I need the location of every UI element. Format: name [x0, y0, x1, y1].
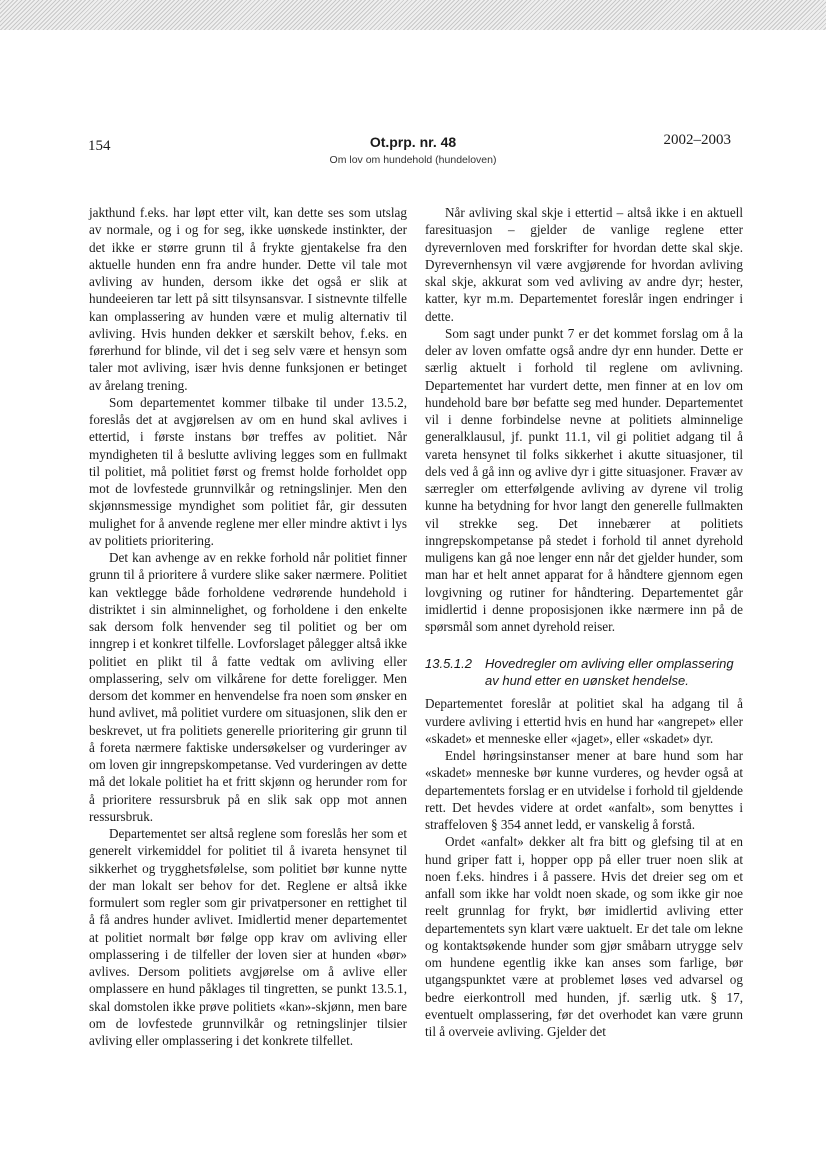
- paragraph: Som departementet kommer tilbake til under 13.5.2, foreslås det at avgjørelsen av om en hund skal avlives i ettertid, i første instans bør treffes av politiet. Når myndigheten til å beslutte avliving legges som en fullmakt til politiet, må politiet først og fremst holde forholdet opp mot de lovfestede grunnvilkår og retningslinjer. Men den skjønnsmessige myndighet som politiet får, gir dessuten mulighet for å anvende reglene mer eller mindre aktivt i lys av politiets prioritering.: [89, 394, 407, 548]
- document-title: Ot.prp. nr. 48: [369, 134, 457, 150]
- document-subtitle: Om lov om hundehold (hundeloven): [329, 154, 497, 166]
- paragraph: Det kan avhenge av en rekke forhold når politiet finner grunn til å prioritere å vurdere slike saker nærmere. Politiet kan vektlegge både forholdene vedrørende hundehold i distriktet i sin alminnelighet, og forholdene i den enkelte sak dersom folk henvender seg til politiet og ber om inngrep i et konkret tilfelle. Lovforslaget pålegger altså ikke politiet en plikt til å fatte vedtak om avliving eller omplassering, selv om vilkårene for dette foreligger. Men dersom det kommer en henvendelse fra noen som ønsker en hund avlivet, må politiet vurdere om situasjonen, slik den er beskrevet, ut fra politiets generelle prioritering gir grunn til å foreta nærmere faktiske undersøkelser og vurderinger av om loven gir inngrepskompetanse. Ved vurderingen av dette må det lokale politiet ha et fritt skjønn og herunder rom for å prioritere ressursbruk på en slik sak opp mot annen ressursbruk.: [89, 550, 407, 824]
- scan-artifact-bar: [0, 0, 826, 30]
- paragraph: Departementet foreslår at politiet skal ha adgang til å vurdere avliving i ettertid hvis en hund har «angrepet» eller «skadet» et menneske eller «jaget», eller «skadet» dyr.: [425, 696, 743, 746]
- document-year: 2002–2003: [663, 132, 731, 148]
- paragraph: Når avliving skal skje i ettertid – altså ikke i en aktuell faresituasjon – gjelder de vanlige reglene etter dyrevernloven med forskrifter for hvordan dette skal skje. Dyrevernhensyn vil være avgjørende for hvordan avliving skal skje, akkurat som ved avliving av andre dyr; hester, katter, kyr m.m. Departementet foreslår ingen endringer i dette.: [425, 205, 743, 324]
- paragraph: Som sagt under punkt 7 er det kommet forslag om å la deler av loven omfatte også andre dyr enn hunder. Dette er særlig aktuelt i forhold til reglene om avlivning. Departementet har vurdert dette, men finner at en lov om hundehold bare bør befatte seg med hunder. Departementet vil i denne forbindelse nevne at politiets alminnelige generalklausul, jf. punkt 11.1, vil gi politiet adgang til å vareta hensynet til folks sikkerhet i akutte situasjoner, til dels ved å gå inn og avlive dyr i gitte situasjoner. Fravær av særregler om etterfølgende avliving av dyrene vil trolig kunne ha betydning for hvor langt den generelle fullmakten vil strekke seg. Det innebærer at politiets inngrepskompetanse på stedet i forhold til annet dyrehold muligens kan gå noe lenger enn når det gjelder hunder, som man har et helt annet apparat for å håndtere gjennom egen lovgivning og rutiner for håndtering. Departementet går imidlertid i denne proposisjonen ikke nærmere inn på de spørsmål som annet dyrehold reiser.: [425, 325, 743, 634]
- paragraph: jakthund f.eks. har løpt etter vilt, kan dette ses som utslag av normale, og i og for seg, ikke uønskede instinkter, der det ikke er større grunn til å frykte gjentakelse fra den aktuelle hunden enn fra andre hunder. Dette vil tale mot avliving av hunden, dersom ikke det også er slik at hundeeieren tar lett på sitt tilsynsansvar. I sistnevnte tilfelle kan omplassering av hunden være et mulig alternativ til avliving. Hvis hunden dekker et særskilt behov, f.eks. en førerhund for blinde, vil det i seg selv være et hensyn som taler mot avliving, især hvis denne funksjonen er betinget av årelang trening.: [89, 205, 407, 393]
- page-number: 154: [88, 138, 111, 154]
- paragraph: Ordet «anfalt» dekker alt fra bitt og glefsing til at en hund griper fatt i, hopper opp på eller truer noen slik at noen f.eks. hindres i å passere. Hvis det dreier seg om et anfall som ikke har voldt noen skade, og som ikke gir noe reelt grunnlag for frykt, bør imidlertid avliving etter departementets syn klart være uaktuelt. Er det tale om lekne og kontaktsøkende hunder som gjør småbarn utrygge selv om hundene egentlig ikke kan anses som farlige, bør utgangspunktet være at problemet løses ved advarsel og bedre eierkontroll med hunden, jf. særlig utk. § 17, eventuelt omplassering, før det overhodet kan være grunn til å overveie avliving. Gjelder det: [425, 834, 743, 1039]
- left-column: [89, 204, 407, 1049]
- paragraph: Endel høringsinstanser mener at bare hund som har «skadet» menneske bør kunne vurderes, og hevder også at departementets forslag er en utvidelse i forhold til gjeldende rett. Det hevdes videre at ordet «anfalt», som benyttes i straffeloven § 354 annet ledd, er vanskelig å forstå.: [425, 748, 743, 832]
- right-column: [425, 204, 743, 1040]
- section-number: 13.5.1.2: [425, 656, 472, 672]
- paragraph: Departementet ser altså reglene som foreslås her som et generelt virkemiddel for politiet til å ivareta hensynet til sikkerhet og trygghetsfølelse, som politiet bør kunne nytte der man lokalt ser behov for det. Reglene er altså ikke formulert som regler som gir privatpersoner en rettighet til å få andres hunder avlivet. Imidlertid mener departementet at politiet normalt bør følge opp krav om avliving eller omplassering i de tilfeller der loven sier at hunden «bør» avlives. Dersom politiets avgjørelse om å avlive eller omplassere en hund påklages til tingretten, se punkt 13.5.1, skal domstolen ikke prøve politiets «kan»-skjønn, men bare om de lovfestede grunnvilkår og retningslinjer tilsier avliving eller omplassering i det konkrete tilfellet.: [89, 826, 407, 1048]
- section-title: Hovedregler om avliving eller omplassering av hund etter en uønsket hendelse.: [485, 656, 734, 689]
- section-heading: [425, 655, 743, 689]
